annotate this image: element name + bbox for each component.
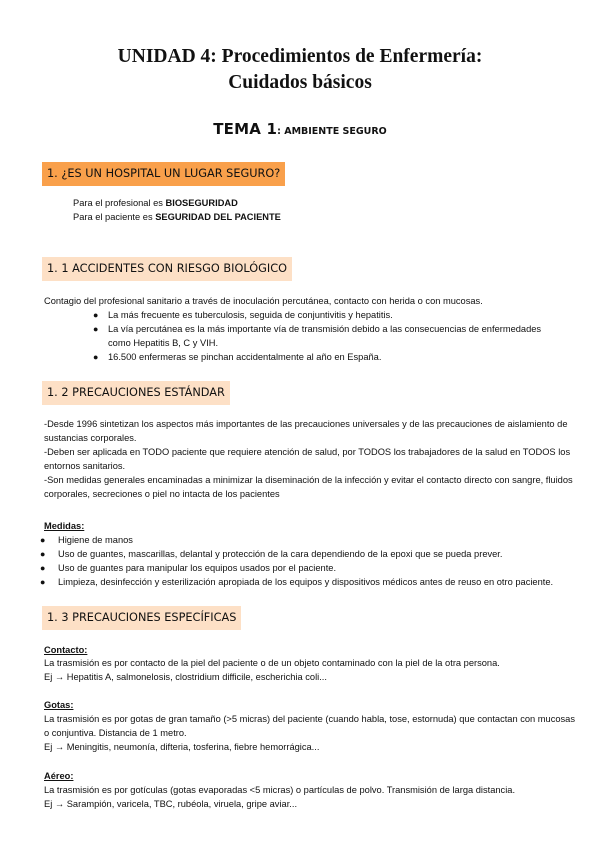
bullet-icon: ● [93,324,99,334]
estandar-p1b: sustancias corporales. [44,433,137,443]
estandar-p3a: -Son medidas generales encaminadas a minimizar la diseminación de la infección y evitar el contacto directo con sangre, fluidos [44,475,573,485]
accidentes-bullet-3: 16.500 enfermeras se pinchan accidentalmente al año en España. [108,352,382,362]
contacto-label: Contacto: [44,645,88,655]
accidentes-bullet-2a: La vía percutánea es la más importante vía de transmisión debido a las consecuencias de enfermedades [108,324,542,334]
section-1-1-intro: Contagio del profesional sanitario a través de inoculación percutánea, contacto con herida o con mucosas. [44,296,483,306]
page-title-line1: UNIDAD 4: Procedimientos de Enfermería: [117,46,483,67]
contacto-ejemplo: Ej → Hepatitis A, salmonelosis, clostridium difficile, escherichia coli... [44,672,327,682]
section-1-2-heading: 1. 2 PRECAUCIONES ESTÁNDAR [42,381,230,405]
bioseguridad-term: BIOSEGURIDAD [165,198,238,208]
estandar-p2a: -Deben ser aplicada en TODO paciente que requiere atención de salud, por TODOS los trabajadores de la salud en TODOS los [44,447,571,457]
bullet-icon: ● [93,352,99,362]
tema-number: TEMA 1 [213,120,278,138]
medida-4: Limpieza, desinfección y esterilización apropiada de los equipos y dispositivos médicos antes de reuso en otro paciente. [58,577,554,587]
seguridad-paciente-line [73,211,281,225]
seguridad-term: SEGURIDAD DEL PACIENTE [155,212,281,222]
bullet-icon: ● [40,535,46,545]
section-1-heading: 1. ¿ES UN HOSPITAL UN LUGAR SEGURO? [42,162,285,186]
medidas-label: Medidas: [44,521,85,531]
bullet-icon: ● [93,310,99,320]
section-1-1-heading: 1. 1 ACCIDENTES CON RIESGO BIOLÓGICO [42,257,292,281]
section-1-3-heading: 1. 3 PRECAUCIONES ESPECÍFICAS [42,606,241,630]
bullet-icon: ● [40,549,46,559]
medida-2: Uso de guantes, mascarillas, delantal y protección de la cara dependiendo de la epoxi que se pueda prever. [58,549,503,559]
estandar-p1a: -Desde 1996 sintetizan los aspectos más importantes de las precauciones universales y de las precauciones de aislamiento de [44,419,568,429]
aereo-label: Aéreo: [44,771,74,781]
gotas-ejemplo: Ej → Meningitis, neumonía, difteria, tosferina, fiebre hemorrágica... [44,742,320,752]
accidentes-bullet-2b: como Hepatitis B, C y VIH. [108,338,219,348]
accidentes-bullet-1: La más frecuente es tuberculosis, seguida de conjuntivitis y hepatitis. [108,310,393,320]
aereo-ejemplo: Ej → Sarampión, varicela, TBC, rubéola, viruela, gripe aviar... [44,799,298,809]
gotas-text-1: La trasmisión es por gotas de gran tamaño (>5 micras) del paciente (cuando habla, tose, estornuda) que contactan con mucosas [44,714,576,724]
medida-3: Uso de guantes para manipular los equipos usados por el paciente. [58,563,337,573]
bullet-icon: ● [40,577,46,587]
medida-1: Higiene de manos [58,535,133,545]
estandar-p3b: corporales, secreciones o piel no intacta de los pacientes [44,489,280,499]
bioseguridad-line [73,197,238,211]
gotas-text-2: o conjuntiva. Distancia de 1 metro. [44,728,187,738]
page-title-line2: Cuidados básicos [228,72,372,93]
estandar-p2b: entornos sanitarios. [44,461,126,471]
gotas-label: Gotas: [44,700,74,710]
seguridad-prefix: Para el paciente es [73,212,156,222]
aereo-text: La trasmisión es por gotículas (gotas evaporadas <5 micras) o partículas de polvo. Transmisión de larga distancia. [44,785,516,795]
tema-name: : AMBIENTE SEGURO [277,126,387,137]
contacto-text: La trasmisión es por contacto de la piel del paciente o de un objeto contaminado con la piel de la otra persona. [44,658,500,668]
bioseguridad-prefix: Para el profesional es [73,198,166,208]
tema-heading [0,120,600,139]
bullet-icon: ● [40,563,46,573]
